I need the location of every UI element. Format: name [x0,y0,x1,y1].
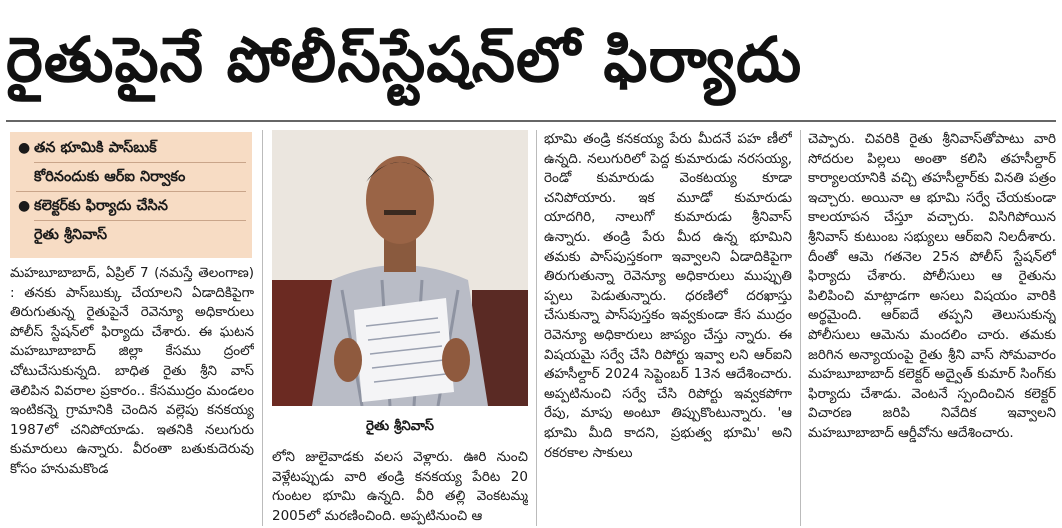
column-text: చెప్పారు. చివరికి రైతు శ్రీనివాస్‌తోపాటు వారి సోదరుల పిల్లలు అంతా కలిసి తహసీల్దార్ కార్యాలయానికి వచ్చి తహసీల్దార్‌కు వినతి పత్రం ఇచ్చారు. అయినా ఆ భూమి సర్వే చేయకుండా కాలయాపన చేస్తూ వచ్చారు. విసిగిపోయిన శ్రీనివాస్ కుటుంబ సభ్యులు ఆర్‌ఐని నిలదీశారు. దీంతో ఆమె గతనెల 25న పోలీస్ స్టేషన్‌లో ఫిర్యాదు చేశారు. పోలీసులు ఆ రైతును పిలిపించి మాట్లాడగా అసలు విషయం వారికి అర్థమైంది. ఆర్‌ఐదే తప్పని తెలుసుకున్న పోలీసులు ఆమెను మందలిం చారు. తమకు జరిగిన అన్యాయంపై రైతు శ్రీని వాస్ సోమవారం మహబూబాబాద్ కలెక్టర్ అద్వైత్ కుమార్ సింగ్‌కు ఫిర్యాదు చేశాడు. వెంటనే స్పందించిన కలెక్టర్ విచారణ జరిపి నివేదిక ఇవ్వాలని మహబూబాబాద్ ఆర్డీవోను ఆదేశించారు. [808,131,1056,441]
article-column-4 [808,130,1056,526]
highlight-line: రైతు శ్రీనివాస్ [34,227,108,243]
bullet-icon: ● [18,140,31,156]
article-column-1 [10,264,254,526]
column-text: భూమి తండ్రి కనకయ్య పేరు మీదనే పహ ణీలో ఉన్నది. నలుగురిలో పెద్ద కుమారుడు నరసయ్య, రెండో కుమారుడు వెంకటయ్య కూడా చనిపోయారు. ఇక మూడో కుమారుడు యాదగిరి, నాలుగో కుమారుడు శ్రీనివాస్ ఉన్నారు. తండ్రి పేరు మీద ఉన్న భూమిని తమకు పాస్‌పుస్తకంగా ఇవ్వాలని ఏడాదికిపైగా తిరుగుతున్నా రెవెన్యూ అధికారులు ముప్పుతి ప్పలు పెడుతున్నారు. ధరణిలో దరఖాస్తు చేసుకున్నా పాస్‌పుస్తకం ఇవ్వకుండా కేస ముద్రం రెవెన్యూ అధికారులు జాప్యం చేస్తు న్నారు. ఈ విషయమై సర్వే చేసి రిపోర్టు ఇవ్వా లని ఆర్‌ఐని తహసీల్దార్ 2024 సెప్టెంబర్ 13న ఆదేశించారు. అప్పటినుంచి సర్వే చేసి రిపోర్టు ఇవ్వకపోగా రేపు, మాపు అంటూ తిప్పుకొంటున్నారు. 'ఆ భూమి మీది కాదని, ప్రభుత్వ భూమి' అని రకరకాల సాకులు [544,131,792,461]
column-divider [262,130,263,526]
headline-rule [6,120,1056,122]
highlight-item [16,136,246,189]
column-text: లోని జులైవాడకు వలస వెళ్లారు. ఊరి నుంచి వెళ్లేటప్పుడు వారి తండ్రి కనకయ్య పేరిట 20 గుంటల భూమి ఉన్నది. వీరి తల్లి వెంకటమ్మ 2005లో మరణించింది. అప్పటినుంచి ఆ [272,449,528,524]
bullet-icon: ● [18,198,31,214]
highlight-divider [16,191,246,192]
highlights-box [10,132,252,258]
highlight-line: తన భూమికి పాస్‌బుక్ [34,140,157,156]
column-text: మహబూబాబాద్, ఏప్రిల్ 7 (నమస్తే తెలంగాణ) : తనకు పాస్‌బుక్కు చేయాలని ఏడాదికిపైగా తిరుగుతున్న రైతుపైనే రెవెన్యూ అధికారులు పోలీస్ స్టేషన్‌లో ఫిర్యాదు చేశారు. ఈ ఘటన మహబూబాబాద్ జిల్లా కేసము ద్రంలో చోటుచేసుకున్నది. బాధిత రైతు శ్రీని వాస్ తెలిపిన వివరాల ప్రకారం.. కేసముద్రం మండలం ఇంటికన్నె గ్రామానికి చెందిన వల్లెపు కనకయ్య 1987లో చనిపోయాడు. ఇతనికి నలుగురు కుమారులు ఉన్నారు. వీరంతా బతుకుదెరువు కోసం హనుమకొండ [10,265,254,477]
column-divider [800,130,801,526]
headline: రైతుపైనే పోలీస్‌స్టేషన్‌లో ఫిర్యాదు [6,23,803,96]
article-column-3 [544,130,792,526]
highlight-item [16,194,246,247]
farmer-photo-illustration [272,130,528,406]
highlight-line: కలెక్టర్‌కు ఫిర్యాదు చేసిన [34,198,168,214]
highlight-divider [34,220,246,221]
farmer-photo [272,130,528,406]
column-divider [536,130,537,526]
highlight-line: కోరినందుకు ఆర్‌ఐ నిర్వాకం [34,169,186,185]
article-column-2 [272,448,528,526]
photo-caption: రైతు శ్రీనివాస్ [366,418,434,434]
highlight-divider [34,162,246,163]
